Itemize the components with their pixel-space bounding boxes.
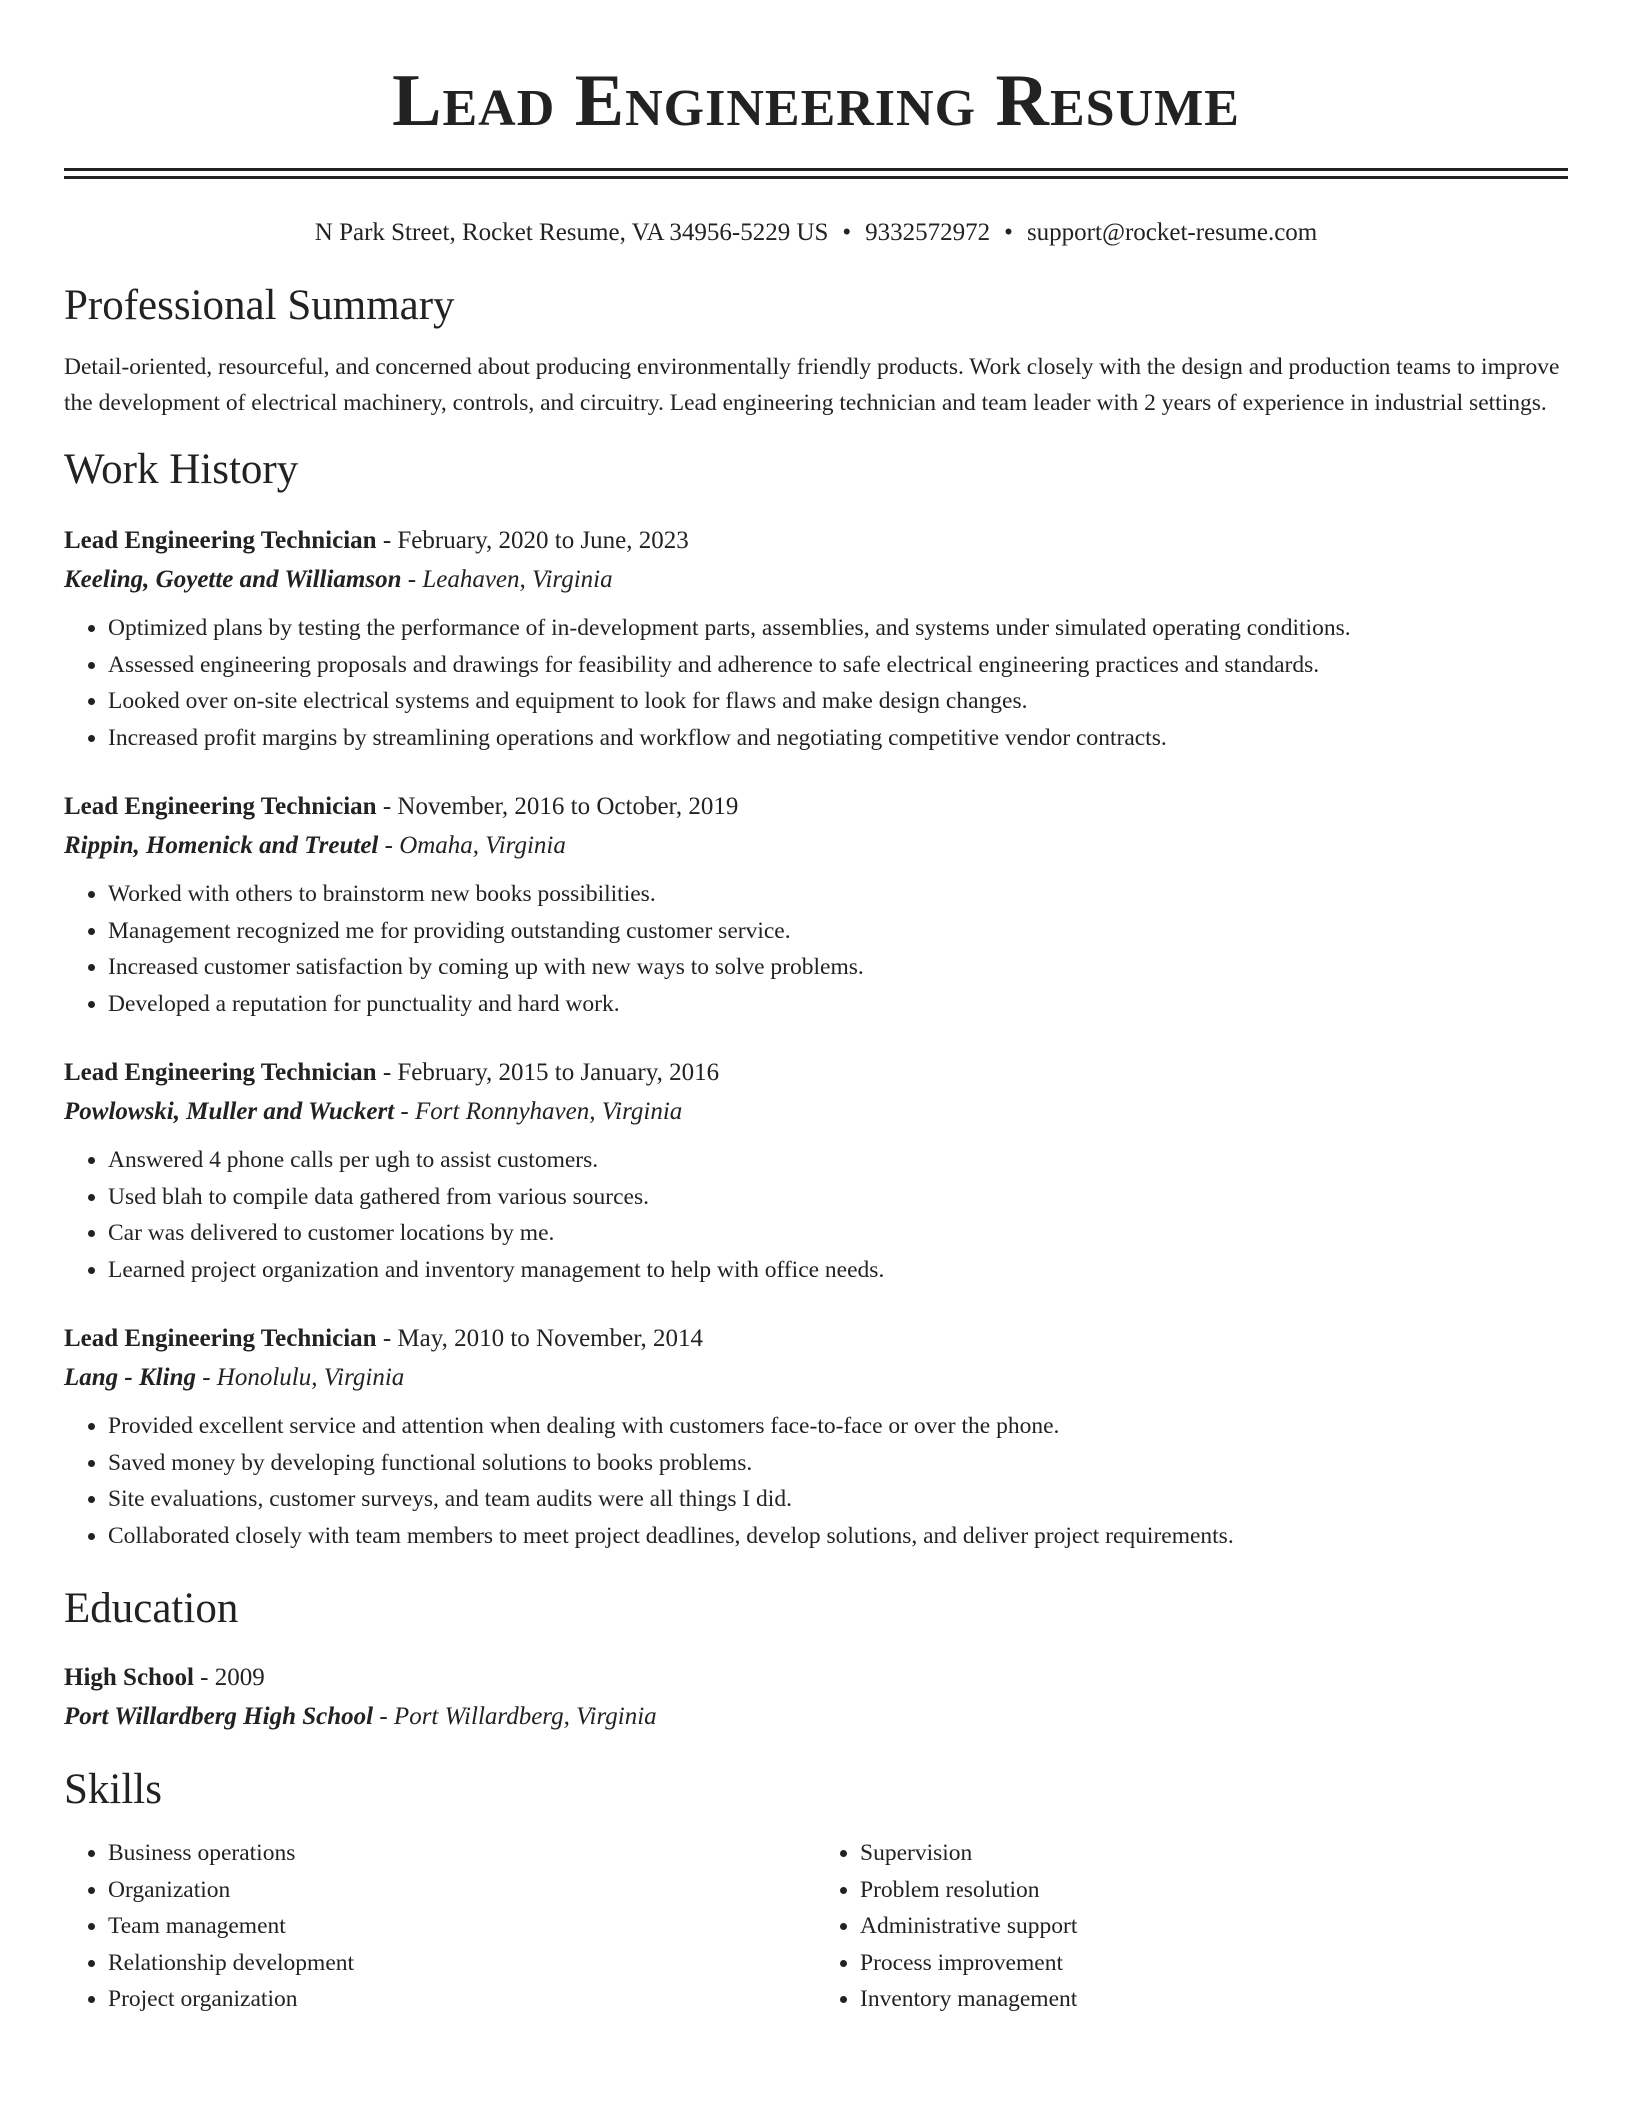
job-title: Lead Engineering Technician <box>64 527 377 554</box>
list-item: • Looked over on-site electrical systems and equipment to look for flaws and make design changes. <box>108 683 1568 720</box>
list-item: • Problem resolution <box>860 1872 1568 1909</box>
page-title: Lead Engineering Resume <box>392 60 1240 142</box>
job-dates: - February, 2020 to June, 2023 <box>376 527 689 554</box>
school-line <box>64 1699 1568 1735</box>
job-bullets <box>64 610 1568 756</box>
job-dates: - May, 2010 to November, 2014 <box>376 1325 704 1352</box>
employer-location: - Fort Ronnyhaven, Virginia <box>394 1098 683 1125</box>
summary-text: Detail-oriented, resourceful, and concerned about producing environmentally friendly products. Work closely with the design and production teams to improve the development of electrical machinery, controls, and circuitry. Lead engineering technician and team leader with 2 years of experience in industrial settings. <box>64 354 1560 416</box>
contact-line <box>64 217 1568 249</box>
list-item: • Business operations <box>108 1835 816 1872</box>
education-entry <box>64 1660 1568 1735</box>
job-bullets <box>64 1142 1568 1288</box>
job-title-line <box>64 1321 1568 1357</box>
employer-name: Rippin, Homenick and Treutel <box>64 832 379 859</box>
list-item: • Worked with others to brainstorm new books possibilities. <box>108 876 1568 913</box>
job-entry <box>64 1321 1568 1554</box>
list-item: • Developed a reputation for punctuality and hard work. <box>108 986 1568 1023</box>
list-item: • Inventory management <box>860 1981 1568 2018</box>
job-title: Lead Engineering Technician <box>64 1325 377 1352</box>
title-double-rule <box>64 168 1568 179</box>
job-bullets <box>64 876 1568 1022</box>
employer-name: Powlowski, Muller and Wuckert <box>64 1098 395 1125</box>
summary-heading: Professional Summary <box>64 282 455 329</box>
contact-separator: • <box>1004 219 1013 246</box>
job-title-line <box>64 789 1568 825</box>
skills-columns <box>64 1835 1568 2018</box>
job-title: Lead Engineering Technician <box>64 793 377 820</box>
employer-location: - Leahaven, Virginia <box>401 566 613 593</box>
list-item: • Organization <box>108 1872 816 1909</box>
contact-email: support@rocket-resume.com <box>1026 219 1318 246</box>
skills-right-list <box>816 1835 1568 2018</box>
employer-line <box>64 828 1568 864</box>
list-item: • Increased profit margins by streamlining operations and workflow and negotiating competitive vendor contracts. <box>108 720 1568 757</box>
job-bullets <box>64 1408 1568 1554</box>
employer-location: - Honolulu, Virginia <box>195 1364 405 1391</box>
list-item: • Learned project organization and inventory management to help with office needs. <box>108 1252 1568 1289</box>
degree: High School <box>64 1664 194 1691</box>
list-item: • Supervision <box>860 1835 1568 1872</box>
list-item: • Collaborated closely with team members to meet project deadlines, develop solutions, and deliver project requirements. <box>108 1518 1568 1555</box>
contact-separator: • <box>842 219 852 246</box>
list-item: • Answered 4 phone calls per ugh to assist customers. <box>108 1142 1568 1179</box>
job-title-line <box>64 523 1568 559</box>
list-item: • Increased customer satisfaction by coming up with new ways to solve problems. <box>108 949 1568 986</box>
employer-name: Keeling, Goyette and Williamson <box>64 566 402 593</box>
work-history-heading: Work History <box>64 446 299 493</box>
job-dates: - February, 2015 to January, 2016 <box>376 1059 720 1086</box>
job-entry <box>64 523 1568 756</box>
list-item: • Optimized plans by testing the performance of in-development parts, assemblies, and systems under simulated operating conditions. <box>108 610 1568 647</box>
contact-phone: 9332572972 <box>865 219 991 246</box>
school-name: Port Willardberg High School <box>64 1703 374 1730</box>
list-item: • Provided excellent service and attention when dealing with customers face-to-face or over the phone. <box>108 1408 1568 1445</box>
degree-line <box>64 1660 1568 1696</box>
list-item: • Management recognized me for providing outstanding customer service. <box>108 913 1568 950</box>
employer-line <box>64 562 1568 598</box>
skills-heading: Skills <box>64 1766 162 1813</box>
job-entry <box>64 1055 1568 1288</box>
list-item: • Assessed engineering proposals and drawings for feasibility and adherence to safe electrical engineering practices and standards. <box>108 647 1568 684</box>
list-item: • Project organization <box>108 1981 816 2018</box>
job-title: Lead Engineering Technician <box>64 1059 377 1086</box>
school-location: - Port Willardberg, Virginia <box>373 1703 657 1730</box>
list-item: • Site evaluations, customer surveys, and team audits were all things I did. <box>108 1481 1568 1518</box>
employer-line <box>64 1360 1568 1396</box>
job-title-line <box>64 1055 1568 1091</box>
list-item: • Used blah to compile data gathered from various sources. <box>108 1179 1568 1216</box>
education-year: - 2009 <box>193 1664 265 1691</box>
contact-address: N Park Street, Rocket Resume, VA 34956-5229 US <box>314 219 829 246</box>
list-item: • Relationship development <box>108 1945 816 1982</box>
list-item: • Saved money by developing functional solutions to books problems. <box>108 1445 1568 1482</box>
list-item: • Process improvement <box>860 1945 1568 1982</box>
list-item: • Team management <box>108 1908 816 1945</box>
employer-line <box>64 1094 1568 1130</box>
employer-location: - Omaha, Virginia <box>378 832 566 859</box>
employer-name: Lang - Kling <box>64 1364 196 1391</box>
education-heading: Education <box>64 1585 239 1632</box>
job-entry <box>64 789 1568 1022</box>
list-item: • Car was delivered to customer locations by me. <box>108 1215 1568 1252</box>
list-item: • Administrative support <box>860 1908 1568 1945</box>
job-dates: - November, 2016 to October, 2019 <box>376 793 739 820</box>
skills-left-list <box>64 1835 816 2018</box>
